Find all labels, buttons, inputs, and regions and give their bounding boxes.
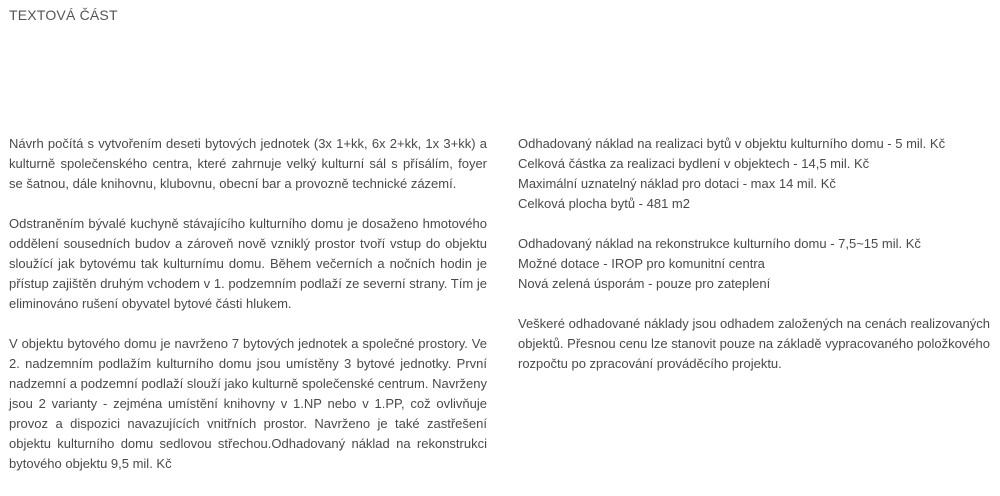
- reconstruction-cost-block: [518, 234, 990, 294]
- cost-summary-block: [518, 134, 990, 214]
- cost-line: Celková plocha bytů - 481 m2: [518, 196, 690, 211]
- cost-line: Maximální uznatelný náklad pro dotaci - max 14 mil. Kč: [518, 176, 836, 191]
- paragraph-project-overview: Návrh počítá s vytvořením deseti bytových jednotek (3x 1+kk, 6x 2+kk, 1x 3+kk) a kulturně společenského centra, které zahrnuje velký kulturní sál s přísálím, foyer se šatnou, dále knihovnu, klubovnu, obecní bar a provozně technické zázemí.: [9, 136, 487, 191]
- cost-line: Celková částka za realizaci bydlení v objektech - 14,5 mil. Kč: [518, 156, 870, 171]
- paragraph-cost-note: Veškeré odhadované náklady jsou odhadem založených na cenách realizovaných objektů. Přesnou cenu lze stanovit pouze na základě vypracovaného položkového rozpočtu po zpracování prováděcího projektu.: [518, 316, 990, 371]
- paragraph-residential-building: V objektu bytového domu je navrženo 7 bytových jednotek a společné prostory. Ve 2. nadzemním podlažím kulturního domu jsou umístěny 3 bytové jednotky. První nadzemní a podzemní podlaží slouží jako kulturně společenské centrum. Navrženy jsou 2 varianty - zejména umístění knihovny v 1.NP nebo v 1.PP, což ovlivňuje provoz a dispozici navazujících vnitřních prostor. Navrženo je také zastřešení objektu kulturního domu sedlovou střechou.Odhadovaný náklad na rekonstrukci bytového objektu 9,5 mil. Kč: [9, 336, 487, 471]
- paragraph-entrance-description: Odstraněním bývalé kuchyně stávajícího kulturního domu je dosaženo hmotového oddělení sousedních budov a zároveň nově vzniklý prostor tvoří vstup do objektu sloužící jak bytovému tak kulturnímu domu. Během večerních a nočních hodin je přístup zajištěn druhým vchodem v 1. podzemním podlaží ze severní strany. Tím je eliminováno rušení obyvatel bytové části hlukem.: [9, 216, 487, 311]
- cost-line: Odhadovaný náklad na realizaci bytů v objektu kulturního domu - 5 mil. Kč: [518, 136, 946, 151]
- cost-line: Možné dotace - IROP pro komunitní centra: [518, 256, 765, 271]
- cost-line: Nová zelená úsporám - pouze pro zateplení: [518, 276, 771, 291]
- left-text-column: [9, 134, 487, 494]
- right-text-column: [518, 134, 990, 394]
- cost-line: Odhadovaný náklad na rekonstrukce kulturního domu - 7,5~15 mil. Kč: [518, 236, 921, 251]
- page-title: TEXTOVÁ ČÁST: [9, 7, 118, 23]
